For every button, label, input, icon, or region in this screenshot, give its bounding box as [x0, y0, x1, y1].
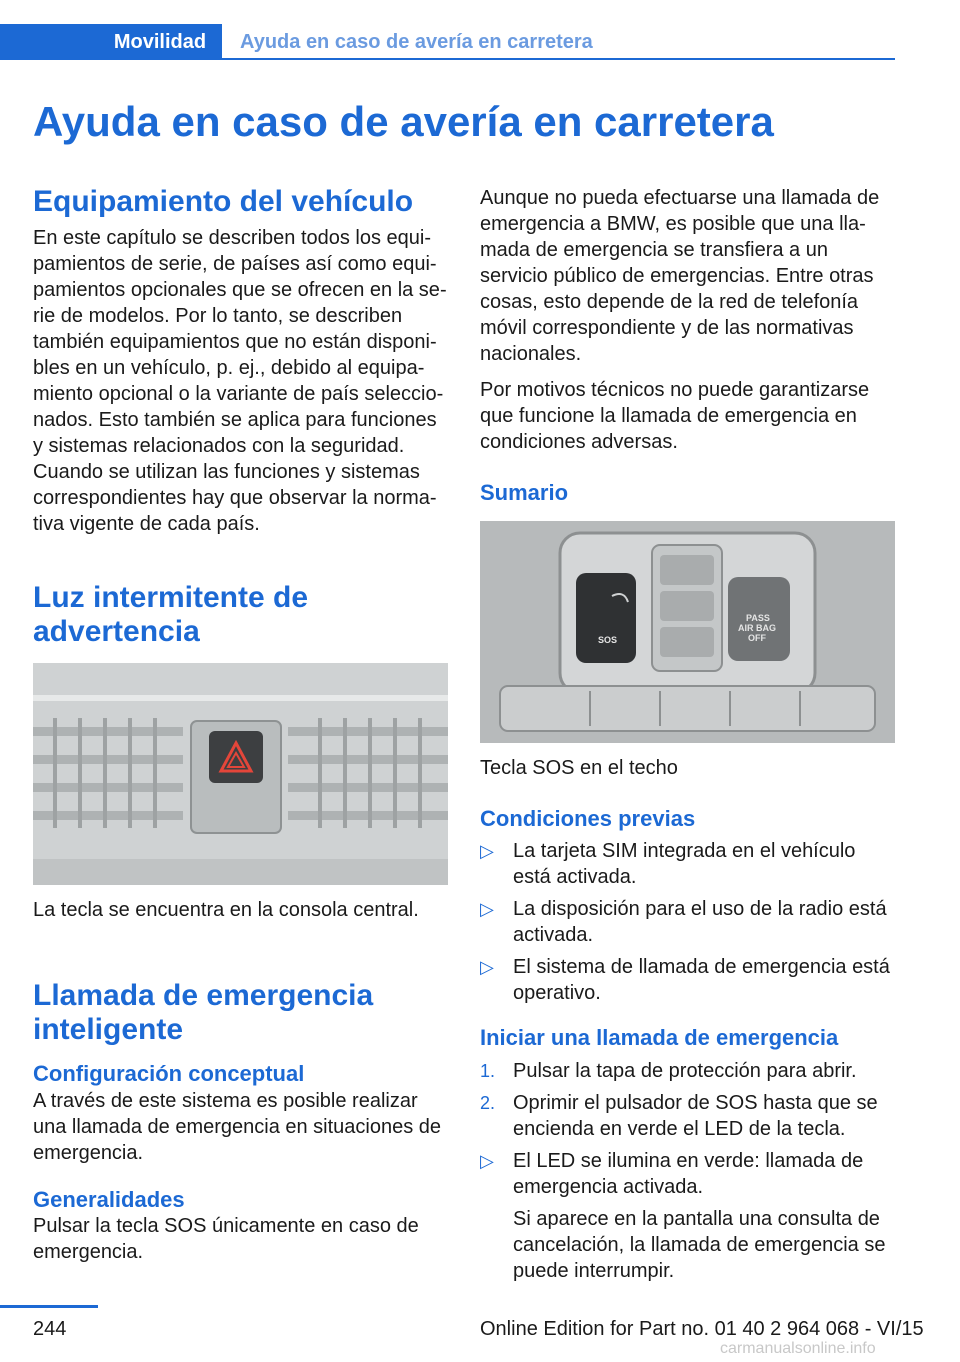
general-heading: Generalidades: [33, 1186, 185, 1212]
prereq-heading: Condiciones previas: [480, 805, 696, 831]
page-number: 244: [33, 1318, 67, 1340]
hazard-button-image: [33, 663, 448, 885]
triangle-right-icon: ▷: [480, 899, 494, 919]
list-item: ▷ El LED se ilumina en verde: llamada de emergencia activada.: [480, 1149, 864, 1198]
edition-text: Online Edition for Part no. 01 40 2 964 068 - VI/15: [480, 1318, 924, 1340]
step-note: Si aparece en la pantalla una consulta de cancelación, la llamada de emergencia se puede interrumpir.: [513, 1207, 886, 1282]
vent-illustration: [33, 663, 448, 885]
summary-heading: Sumario: [480, 480, 569, 505]
header-bar: [0, 24, 895, 60]
step-number: 1.: [480, 1060, 496, 1081]
header-divider: [222, 58, 895, 60]
hazard-caption: La tecla se encuentra en la consola central.: [33, 898, 419, 921]
page-title: Ayuda en caso de avería en carretera: [33, 98, 774, 145]
airbag-label-3: OFF: [748, 632, 766, 643]
watermark: carmanualsonline.info: [720, 1340, 876, 1357]
breadcrumb[interactable]: Ayuda en caso de avería en carretera: [240, 31, 593, 53]
summary-caption: Tecla SOS en el techo: [480, 756, 678, 779]
concept-heading: Configuración conceptual: [33, 1061, 305, 1087]
right-column: [480, 185, 895, 1284]
airbag-label-1: PASS: [746, 612, 770, 623]
general-text: Pulsar la tecla SOS únicamente en caso de emergencia.: [33, 1215, 419, 1264]
list-item: 2. Oprimir el pulsador de SOS hasta que se encienda en verde el LED de la tecla.: [480, 1091, 878, 1140]
sos-label: SOS: [598, 634, 618, 645]
intro-text-1: Aunque no pueda efectuarse una llamada de emergencia a BMW, es posible que una llamada de emergencia se transfiera a un servicio público de emergencias. Entre otras cosas, esto depende de la red de telefonía móvil correspondiente y de las normativas nacionales.: [480, 187, 880, 365]
triangle-right-icon: ▷: [480, 841, 494, 861]
hazard-heading: Luz intermitente de advertencia: [33, 580, 309, 648]
step-number: 2.: [480, 1092, 496, 1113]
equipment-text: En este capítulo se describen todos los equipamientos de serie, de países así como equipamientos opcionales que se ofrecen en la serie de modelos. Por lo tanto, se describen también equipamientos que no están disponibles en un vehículo, p. ej., debido al equipamiento opcional o la variante de país seleccionados. Esto también se aplica para funciones y sistemas relacionados con la seguridad. Cuando se utilizan las funciones y sistemas correspondientes hay que observar la normativa vigente de cada país.: [33, 226, 447, 535]
emergency-heading: Llamada de emergencia inteligente: [33, 978, 374, 1046]
header-accent: [0, 24, 98, 60]
sos-button-image: [480, 521, 895, 743]
intro-text-2: Por motivos técnicos no puede garantizarse que funcione la llamada de emergencia en condiciones adversas.: [480, 379, 870, 453]
footer-accent: [0, 1305, 98, 1308]
equipment-heading: Equipamiento del vehículo: [33, 185, 414, 218]
list-item: ▷ El sistema de llamada de emergencia está operativo.: [480, 956, 890, 1004]
list-item: 1. Pulsar la tapa de protección para abrir.: [480, 1059, 857, 1082]
roof-console-illustration: [480, 521, 895, 743]
airbag-label-2: AIR BAG: [738, 622, 776, 633]
list-item: ▷ La disposición para el uso de la radio está activada.: [480, 898, 887, 946]
concept-text: A través de este sistema es posible realizar una llamada de emergencia en situaciones de emergencia.: [33, 1089, 442, 1164]
triangle-right-icon: ▷: [480, 1150, 494, 1171]
start-heading: Iniciar una llamada de emergencia: [480, 1025, 839, 1050]
triangle-right-icon: ▷: [480, 957, 494, 977]
section-tab[interactable]: Movilidad: [98, 24, 222, 60]
list-item: ▷ La tarjeta SIM integrada en el vehículo está activada.: [480, 840, 856, 888]
left-column: [33, 185, 448, 1265]
prereq-list: [480, 838, 895, 1006]
steps-list: [480, 1058, 895, 1200]
